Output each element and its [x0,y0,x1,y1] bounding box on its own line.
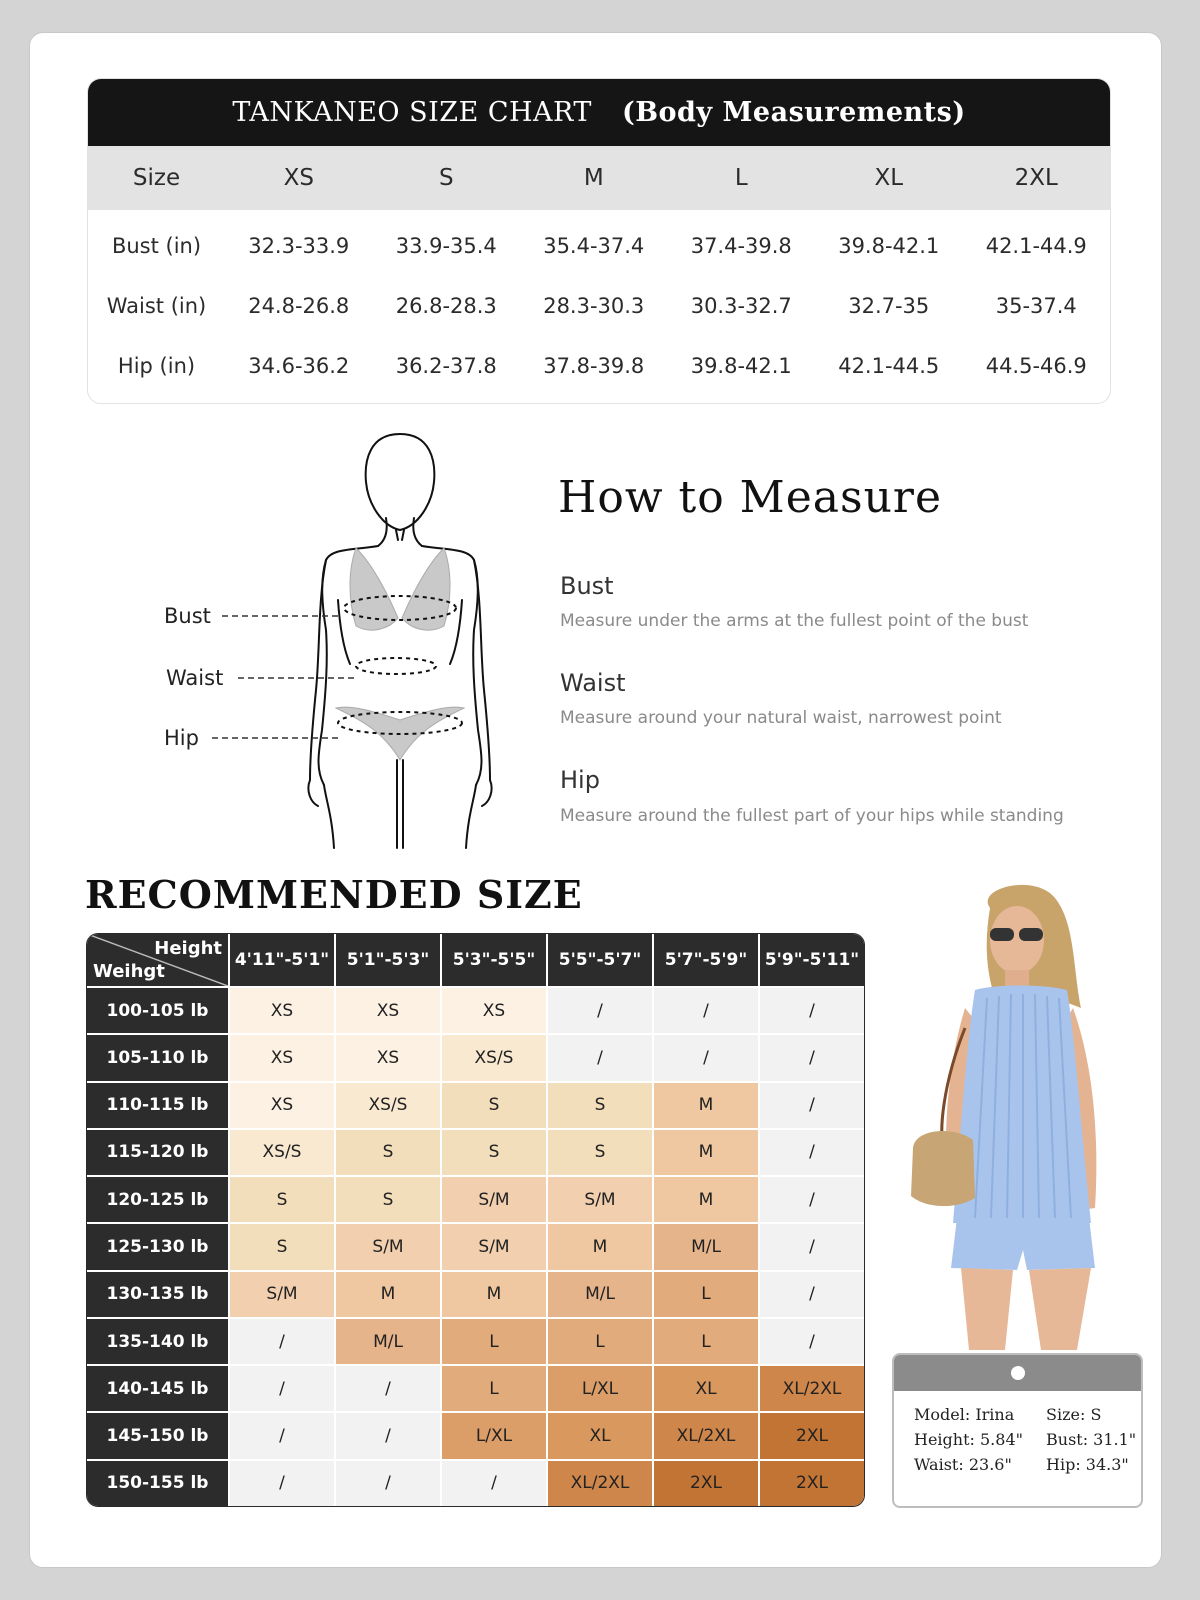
grid-size-cell: M [548,1224,652,1269]
size-chart-cell: 36.2-37.8 [395,354,497,378]
grid-size-cell: S/M [442,1224,546,1269]
grid-size-cell: / [760,1035,864,1080]
grid-size-cell: S/M [230,1272,334,1317]
grid-size-cell: / [230,1413,334,1458]
size-chart-cell: 32.7-35 [848,294,930,318]
grid-weight-label: 135-140 lb [87,1319,228,1364]
grid-size-cell: S [442,1130,546,1175]
grid-height-header: 5'1"-5'3" [336,934,440,986]
grid-size-cell: XL [654,1366,758,1411]
grid-size-cell: / [760,1272,864,1317]
size-chart-cell: 28.3-30.3 [543,294,645,318]
grid-weight-label: 100-105 lb [87,988,228,1033]
grid-size-cell: 2XL [654,1461,758,1506]
grid-size-cell: L [442,1366,546,1411]
grid-size-cell: / [760,1224,864,1269]
grid-size-cell: / [760,988,864,1033]
model-hip: Hip: 34.3" [1046,1455,1129,1474]
grid-size-cell: / [760,1130,864,1175]
model-height: Height: 5.84" [914,1430,1023,1449]
grid-size-cell: XS [336,1035,440,1080]
grid-size-cell: L/XL [548,1366,652,1411]
grid-size-cell: / [336,1366,440,1411]
model-photo [895,878,1155,1350]
grid-size-cell: S [336,1130,440,1175]
grid-size-cell: / [654,988,758,1033]
grid-size-cell: XL/2XL [760,1366,864,1411]
grid-size-cell: XS [230,988,334,1033]
grid-size-cell: / [760,1177,864,1222]
grid-size-cell: / [654,1035,758,1080]
size-chart-row [88,336,1110,396]
size-chart-row-label: Waist (in) [106,294,207,318]
size-chart-cell: 24.8-26.8 [248,294,350,318]
grid-size-cell: XS [230,1035,334,1080]
grid-size-cell: M/L [654,1224,758,1269]
measure-hip-name: Hip [560,766,600,794]
size-chart-header-cell: Size [132,165,181,191]
grid-size-cell: XL/2XL [548,1461,652,1506]
size-chart-cell: 37.4-39.8 [690,234,792,258]
size-chart-cell: 26.8-28.3 [395,294,497,318]
grid-size-cell: S/M [442,1177,546,1222]
size-chart-row [88,216,1110,276]
grid-weight-label: 120-125 lb [87,1177,228,1222]
grid-size-cell: L [442,1319,546,1364]
size-chart-cell: 39.8-42.1 [690,354,792,378]
size-chart-cell: 35-37.4 [995,294,1077,318]
recommended-size-grid [86,933,865,1507]
grid-weight-label: 110-115 lb [87,1083,228,1128]
model-photo-illustration [895,878,1155,1350]
grid-size-cell: / [336,1413,440,1458]
model-waist: Waist: 23.6" [914,1455,1012,1474]
size-chart-cell: 33.9-35.4 [395,234,497,258]
corner-weight-label: Weihgt [93,961,165,982]
grid-weight-label: 140-145 lb [87,1366,228,1411]
size-chart-header-cell: M [583,165,604,191]
grid-size-cell: L [654,1319,758,1364]
grid-size-cell: S/M [336,1224,440,1269]
size-chart-cell: 34.6-36.2 [248,354,350,378]
grid-size-cell: XS/S [230,1130,334,1175]
size-chart-header-row [88,146,1110,210]
model-size: Size: S [1046,1405,1102,1424]
size-chart-table [87,78,1111,404]
grid-height-header: 5'5"-5'7" [548,934,652,986]
size-chart-cell: 37.8-39.8 [543,354,645,378]
tag-header [894,1355,1141,1391]
grid-size-cell: / [230,1461,334,1506]
size-chart-header-cell: L [734,165,748,191]
grid-size-cell: / [336,1461,440,1506]
grid-size-cell: XS [230,1083,334,1128]
grid-weight-label: 105-110 lb [87,1035,228,1080]
grid-weight-label: 115-120 lb [87,1130,228,1175]
grid-size-cell: M [654,1083,758,1128]
size-chart-header-cell: XL [874,165,904,191]
grid-size-cell: M [336,1272,440,1317]
grid-size-cell: S/M [548,1177,652,1222]
grid-size-cell: S [548,1130,652,1175]
grid-size-cell: S [548,1083,652,1128]
grid-size-cell: 2XL [760,1413,864,1458]
how-to-measure-title: How to Measure [558,472,942,523]
size-chart-cell: 30.3-32.7 [690,294,792,318]
grid-size-cell: S [230,1224,334,1269]
size-chart-cell: 39.8-42.1 [838,234,940,258]
size-chart-row-label: Hip (in) [117,354,196,378]
grid-height-header: 5'3"-5'5" [442,934,546,986]
recommended-size-title: RECOMMENDED SIZE [85,872,583,917]
grid-size-cell: S [230,1177,334,1222]
size-chart-subtitle: (Body Measurements) [621,97,966,128]
grid-size-cell: L/XL [442,1413,546,1458]
body-figure [150,430,510,850]
figure-label-bust: Bust [164,604,211,628]
model-name: Model: Irina [914,1405,1015,1424]
measure-bust-name: Bust [560,572,614,600]
grid-height-header: 5'9"-5'11" [760,934,864,986]
grid-size-cell: / [760,1319,864,1364]
grid-size-cell: / [548,1035,652,1080]
grid-size-cell: / [230,1366,334,1411]
size-chart-cell: 35.4-37.4 [543,234,645,258]
grid-weight-label: 150-155 lb [87,1461,228,1506]
tag-body [894,1391,1141,1474]
grid-size-cell: M/L [548,1272,652,1317]
size-chart-header-cell: S [438,165,454,191]
size-chart-title: TANKANEO SIZE CHART [232,97,592,128]
size-chart-cell: 44.5-46.9 [985,354,1087,378]
grid-size-cell: / [760,1083,864,1128]
size-chart-cell: 32.3-33.9 [248,234,350,258]
grid-height-header: 4'11"-5'1" [230,934,334,986]
grid-size-cell: XL [548,1413,652,1458]
grid-size-cell: XS/S [442,1035,546,1080]
tag-hole-icon [1011,1366,1025,1380]
size-chart-row [88,276,1110,336]
figure-label-waist: Waist [166,666,224,690]
corner-height-label: Height [154,938,222,959]
size-chart-title-bar [88,79,1110,146]
grid-size-cell: M [442,1272,546,1317]
grid-weight-label: 125-130 lb [87,1224,228,1269]
grid-height-header: 5'7"-5'9" [654,934,758,986]
grid-size-cell: L [548,1319,652,1364]
grid-size-cell: / [442,1461,546,1506]
grid-corner-cell [87,934,228,986]
body-figure-drawing [150,430,510,850]
grid-size-cell: XS [442,988,546,1033]
grid-size-cell: / [548,988,652,1033]
grid-size-cell: S [336,1177,440,1222]
grid-size-cell: XL/2XL [654,1413,758,1458]
figure-label-hip: Hip [164,726,199,750]
size-chart-cell: 42.1-44.9 [985,234,1087,258]
grid-size-cell: M [654,1177,758,1222]
size-chart-body [88,210,1110,396]
measure-waist-desc: Measure around your natural waist, narrowest point [560,708,1002,728]
model-info-tag [892,1353,1143,1508]
grid-size-cell: XS [336,988,440,1033]
grid-size-cell: M [654,1130,758,1175]
grid-size-cell: 2XL [760,1461,864,1506]
grid-size-cell: L [654,1272,758,1317]
grid-size-cell: M/L [336,1319,440,1364]
grid-weight-label: 130-135 lb [87,1272,228,1317]
grid-size-cell: XS/S [336,1083,440,1128]
grid-size-cell: / [230,1319,334,1364]
size-chart-header-cell: XS [283,165,314,191]
measure-bust-desc: Measure under the arms at the fullest point of the bust [560,611,1029,631]
grid-weight-label: 145-150 lb [87,1413,228,1458]
size-chart-header-cell: 2XL [1014,165,1058,191]
size-chart-cell: 42.1-44.5 [838,354,940,378]
model-bust: Bust: 31.1" [1046,1430,1137,1449]
size-chart-row-label: Bust (in) [111,234,202,258]
grid-size-cell: S [442,1083,546,1128]
measure-hip-desc: Measure around the fullest part of your hips while standing [560,806,1064,826]
measure-waist-name: Waist [560,669,626,697]
